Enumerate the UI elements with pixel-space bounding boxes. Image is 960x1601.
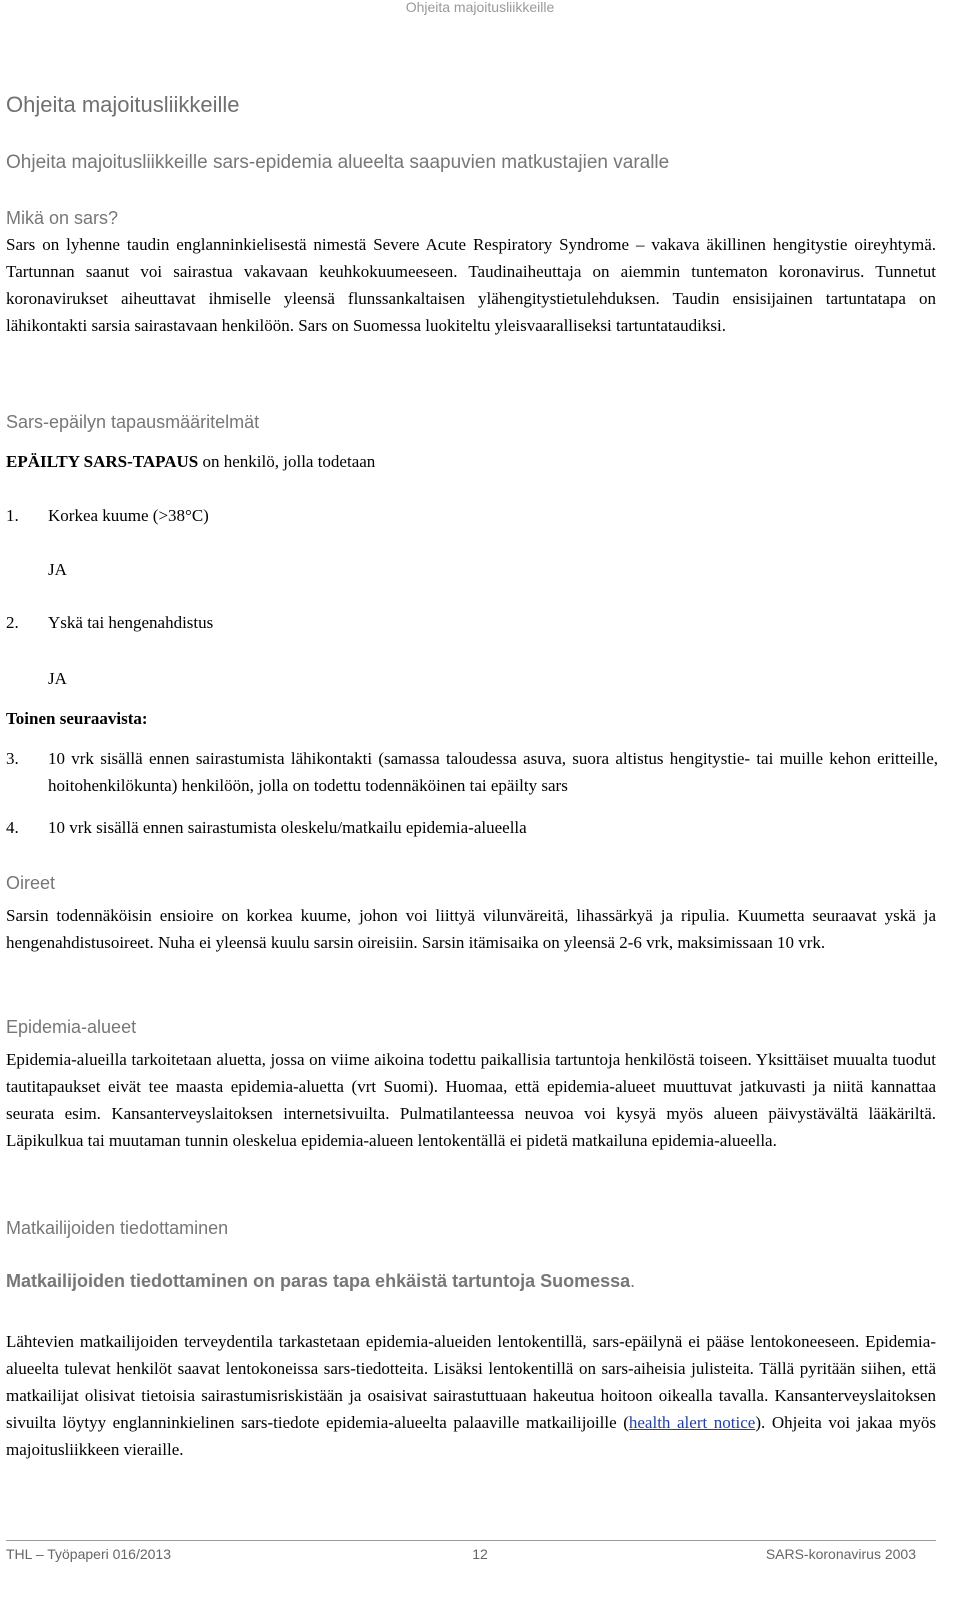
footer-publication: THL – Työpaperi 016/2013	[6, 1546, 172, 1562]
informing-key-statement-text: Matkailijoiden tiedottaminen on paras tapa ehkäistä tartuntoja Suomessa	[6, 1271, 631, 1291]
running-header: Ohjeita majoitusliikkeille	[405, 0, 555, 15]
criterion-3-text: 10 vrk sisällä ennen sairastumista lähikontakti (samassa taloudessa asuva, suora altistus hengitystie- tai muille kehon eritteille, hoitohenkilökunta) henkilöön, jolla on todettu todennäköinen tai epäilty sars	[48, 749, 938, 795]
criterion-3-number: 3.	[6, 749, 19, 768]
footer-page-number: 12	[472, 1546, 488, 1562]
heading-what-is-sars: Mikä on sars?	[6, 208, 119, 228]
criterion-2-number: 2.	[6, 613, 19, 632]
informing-key-statement	[6, 1271, 635, 1292]
page-title: Ohjeita majoitusliikkeille	[6, 92, 240, 117]
heading-symptoms: Oireet	[6, 873, 56, 893]
paragraph-epidemic-areas: Epidemia-alueilla tarkoitetaan aluetta, jossa on viime aikoina todettu paikallisia tartuntoja henkilöstä toiseen. Yksittäiset muualta tuodut tautitapaukset eivät tee maasta epidemia-aluetta (vrt Suomi). Huomaa, että epidemia-alueet muuttuvat jatkuvasti ja niitä kannattaa seurata esim. Kansanterveyslaitoksen internetsivuilta. Pulmatilanteessa neuvoa voi kysyä myös alueen päivystävältä lääkäriltä. Läpikulkua tai muutaman tunnin oleskelua epidemia-alueen lentokentällä ei pidetä matkailuna epidemia-alueella.	[6, 1050, 936, 1150]
criterion-1-number: 1.	[6, 506, 19, 525]
definition-intro	[6, 452, 375, 472]
criterion-2-text: Yskä tai hengenahdistus	[48, 613, 214, 632]
heading-epidemic-areas: Epidemia-alueet	[6, 1017, 137, 1037]
heading-case-definitions: Sars-epäilyn tapausmääritelmät	[6, 412, 260, 432]
criterion-and-2: JA	[48, 669, 67, 688]
criterion-and-1: JA	[48, 560, 67, 579]
health-alert-notice-link[interactable]: health alert notice	[628, 1413, 756, 1432]
heading-informing-travellers: Matkailijoiden tiedottaminen	[6, 1218, 229, 1238]
criterion-1-text: Korkea kuume (>38°C)	[48, 506, 209, 525]
paragraph-what-is-sars: Sars on lyhenne taudin englanninkielisestä nimestä Severe Acute Respiratory Syndrome – vakava äkillinen hengitystie oireyhtymä. Tartunnan saanut voi sairastua vakavaan keuhkokuumeeseen. Taudinaiheuttaja on aiemmin tuntematon koronavirus. Tunnetut koronavirukset aiheuttavat ihmiselle yleensä flunssankaltaisen ylähengitystietulehduksen. Taudin ensisijainen tartuntatapa on lähikontakti sarsia sairastavaan henkilöön. Sars on Suomessa luokiteltu yleisvaaralliseksi tartuntataudiksi.	[6, 235, 936, 335]
footer-document-title: SARS-koronavirus 2003	[765, 1546, 916, 1562]
criterion-4-text: 10 vrk sisällä ennen sairastumista oleskelu/matkailu epidemia-alueella	[48, 818, 527, 837]
one-of-following: Toinen seuraavista:	[6, 709, 148, 728]
footer-divider	[6, 1540, 936, 1541]
criterion-4-number: 4.	[6, 818, 19, 837]
page-subtitle: Ohjeita majoitusliikkeille sars-epidemia alueelta saapuvien matkustajien varalle	[6, 152, 670, 173]
paragraph-symptoms: Sarsin todennäköisin ensioire on korkea kuume, johon voi liittyä vilunväreitä, lihassärkyä ja ripulia. Kuumetta seuraavat yskä ja hengenahdistusoireet. Nuha ei yleensä kuulu sarsin oireisiin. Sarsin itämisaika on yleensä 2-6 vrk, maksimissaan 10 vrk.	[6, 906, 936, 952]
paragraph-informing	[6, 1328, 936, 1463]
definition-intro-rest: on henkilö, jolla todetaan	[198, 452, 376, 471]
informing-text-end: ). Ohjeita voi jakaa myös majoitusliikkeen vieraille.	[6, 1413, 937, 1459]
informing-text-start: Lähtevien matkailijoiden terveydentila tarkastetaan epidemia-alueiden lentokentillä, sars-epäilynä ei pääse lentokoneeseen. Epidemia-alueelta tulevat henkilöt saavat lentokoneissa sars-tiedotteita. Lisäksi lentokentillä on sars-aiheisia julisteita. Tällä pyritään siihen, että matkailijat olisivat tietoisia sairastumisriskistään ja osaisivat sairastuttuaan hakeutua hoitoon oikealla tavalla. Kansanterveyslaitoksen sivuilta löytyy englanninkielinen sars-tiedote epidemia-alueelta palaaville matkailijoille (	[6, 1332, 936, 1432]
definition-intro-bold: EPÄILTY SARS-TAPAUS	[6, 452, 199, 471]
informing-key-statement-end: .	[630, 1271, 636, 1291]
